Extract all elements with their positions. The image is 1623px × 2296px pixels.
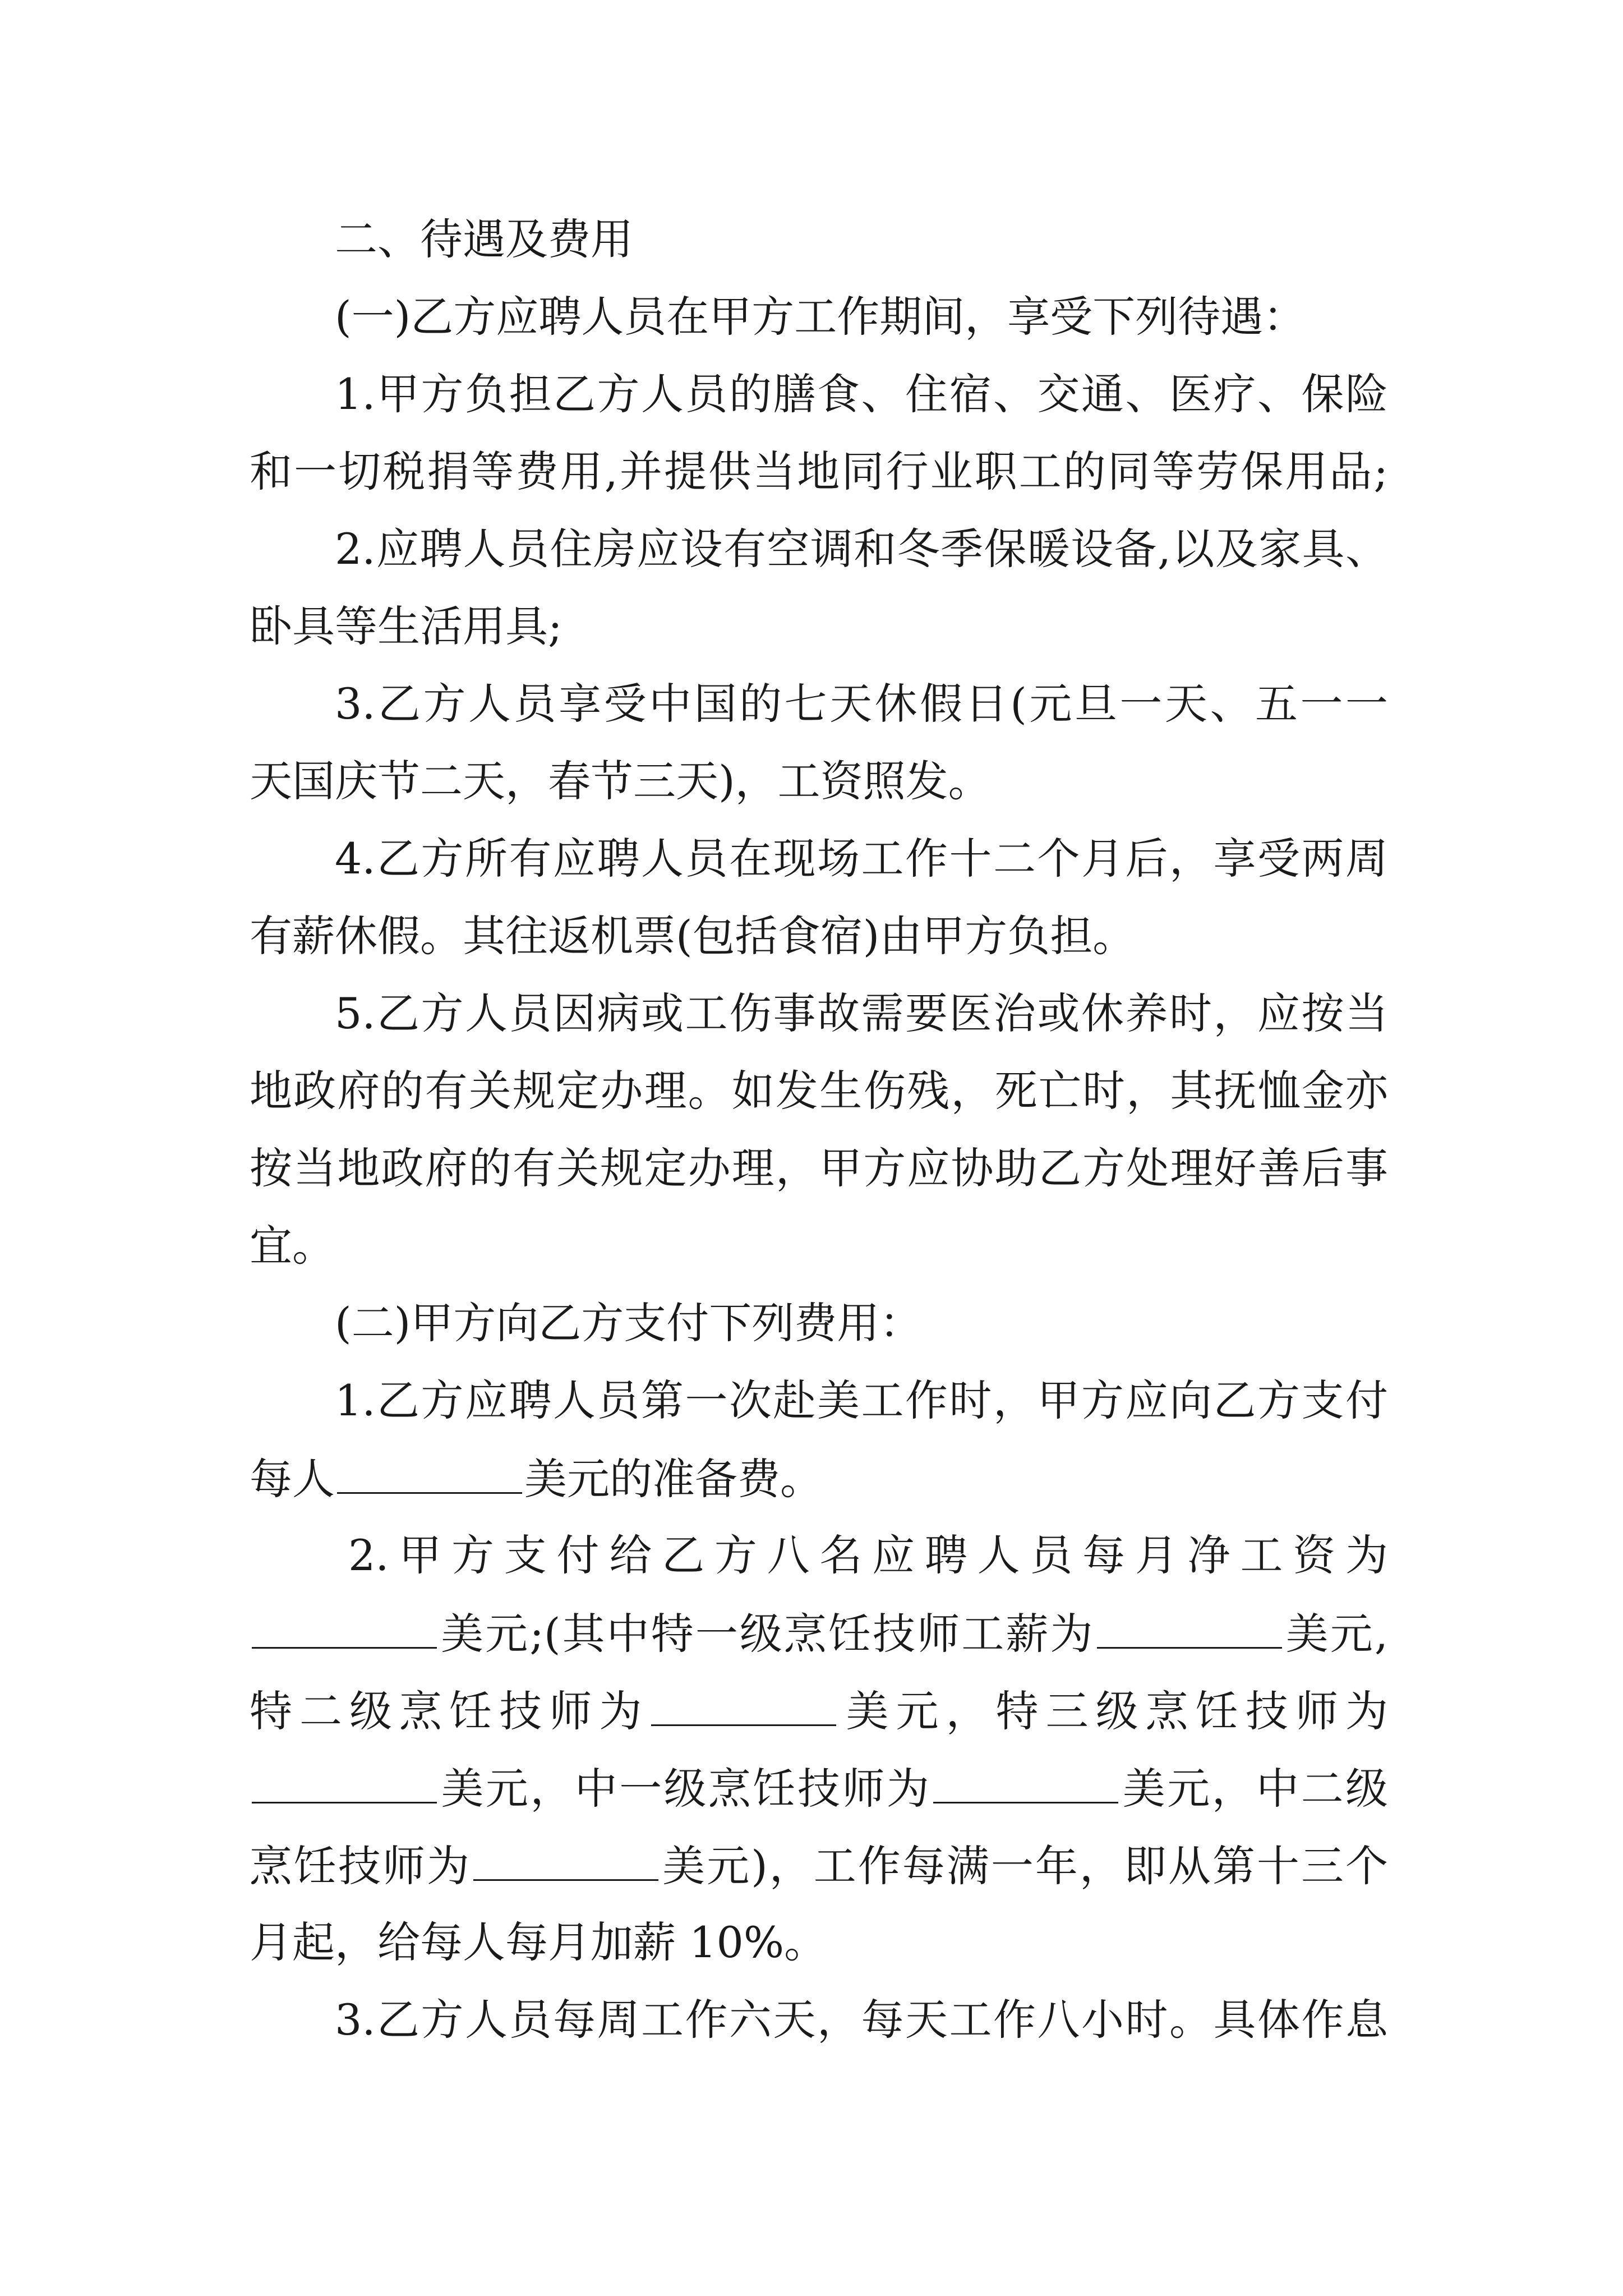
sub1-item4-line1: 4.乙方所有应聘人员在现场工作十二个月后，享受两周 xyxy=(335,834,1388,884)
sub2-item2-line6: 月起，给每人每月加薪 10%。 xyxy=(250,1917,827,1967)
section-title: 二、待遇及费用 xyxy=(335,214,633,264)
sub2-item2-line5-text-a: 烹饪技师为 xyxy=(250,1841,472,1891)
blank-line xyxy=(651,1680,836,1726)
sub1-item5-line2: 地政府的有关规定办理。如发生伤残，死亡时，其抚恤金亦 xyxy=(250,1066,1388,1116)
sub2-item2-line1: 2.甲方支付给乙方八名应聘人员每月净工资为 xyxy=(348,1530,1388,1580)
sub2-item1-line2 xyxy=(250,1447,823,1509)
sub2-item2-line2-text-a: 美元;(其中特一级烹饪技师工薪为 xyxy=(439,1609,1095,1659)
sub2-item2-line3-text-a: 特二级烹饪技师为 xyxy=(250,1686,649,1736)
blank-line xyxy=(933,1757,1118,1803)
sub2-item2-line5-text-b: 美元)，工作每满一年，即从第十三个 xyxy=(661,1841,1388,1891)
sub2-heading: (二)甲方向乙方支付下列费用： xyxy=(335,1298,923,1348)
sub2-item3-line1: 3.乙方人员每周工作六天，每天工作八小时。具体作息 xyxy=(335,1995,1388,2045)
sub2-item1-line2-text-b: 美元的准备费。 xyxy=(524,1454,823,1504)
sub2-item2-line2 xyxy=(250,1602,1388,1664)
sub1-item3-line2: 天国庆节二天，春节三天)，工资照发。 xyxy=(250,756,991,806)
sub2-item2-line4 xyxy=(250,1757,1388,1819)
sub1-item2-line2: 卧具等生活用具; xyxy=(250,601,562,651)
sub2-item2-line2-text-b: 美元, xyxy=(1284,1609,1388,1659)
blank-line xyxy=(337,1447,522,1494)
sub2-item1-line2-text-a: 每人 xyxy=(250,1454,335,1504)
sub2-item2-line4-text-b: 美元，中二级 xyxy=(1121,1764,1389,1814)
sub1-heading: (一)乙方应聘人员在甲方工作期间，享受下列待遇： xyxy=(335,292,1306,342)
sub1-item1-line2: 和一切税捐等费用,并提供当地同行业职工的同等劳保用品; xyxy=(250,447,1388,496)
sub1-item5-line4: 宜。 xyxy=(250,1221,335,1271)
sub1-item2-line1: 2.应聘人员住房应设有空调和冬季保暖设备,以及家具、 xyxy=(335,524,1388,574)
sub2-item2-line4-text-a: 美元，中一级烹饪技师为 xyxy=(439,1764,932,1814)
blank-line xyxy=(473,1834,658,1881)
sub1-item5-line1: 5.乙方人员因病或工伤事故需要医治或休养时，应按当 xyxy=(335,988,1388,1038)
blank-line xyxy=(1097,1602,1282,1649)
sub1-item5-line3: 按当地政府的有关规定办理，甲方应协助乙方处理好善后事 xyxy=(250,1143,1388,1193)
sub1-item3-line1: 3.乙方人员享受中国的七天休假日(元旦一天、五一一 xyxy=(335,679,1388,729)
sub2-item2-line3 xyxy=(250,1680,1388,1741)
sub1-item4-line2: 有薪休假。其往返机票(包括食宿)由甲方负担。 xyxy=(250,911,1136,961)
blank-line xyxy=(252,1757,437,1803)
sub2-item1-line1: 1.乙方应聘人员第一次赴美工作时，甲方应向乙方支付 xyxy=(335,1375,1388,1425)
blank-line xyxy=(252,1602,437,1649)
sub2-item2-line3-text-b: 美元，特三级烹饪技师为 xyxy=(838,1686,1389,1736)
sub1-item1-line1: 1.甲方负担乙方人员的膳食、住宿、交通、医疗、保险 xyxy=(335,369,1388,419)
sub2-item2-line5 xyxy=(250,1834,1388,1896)
